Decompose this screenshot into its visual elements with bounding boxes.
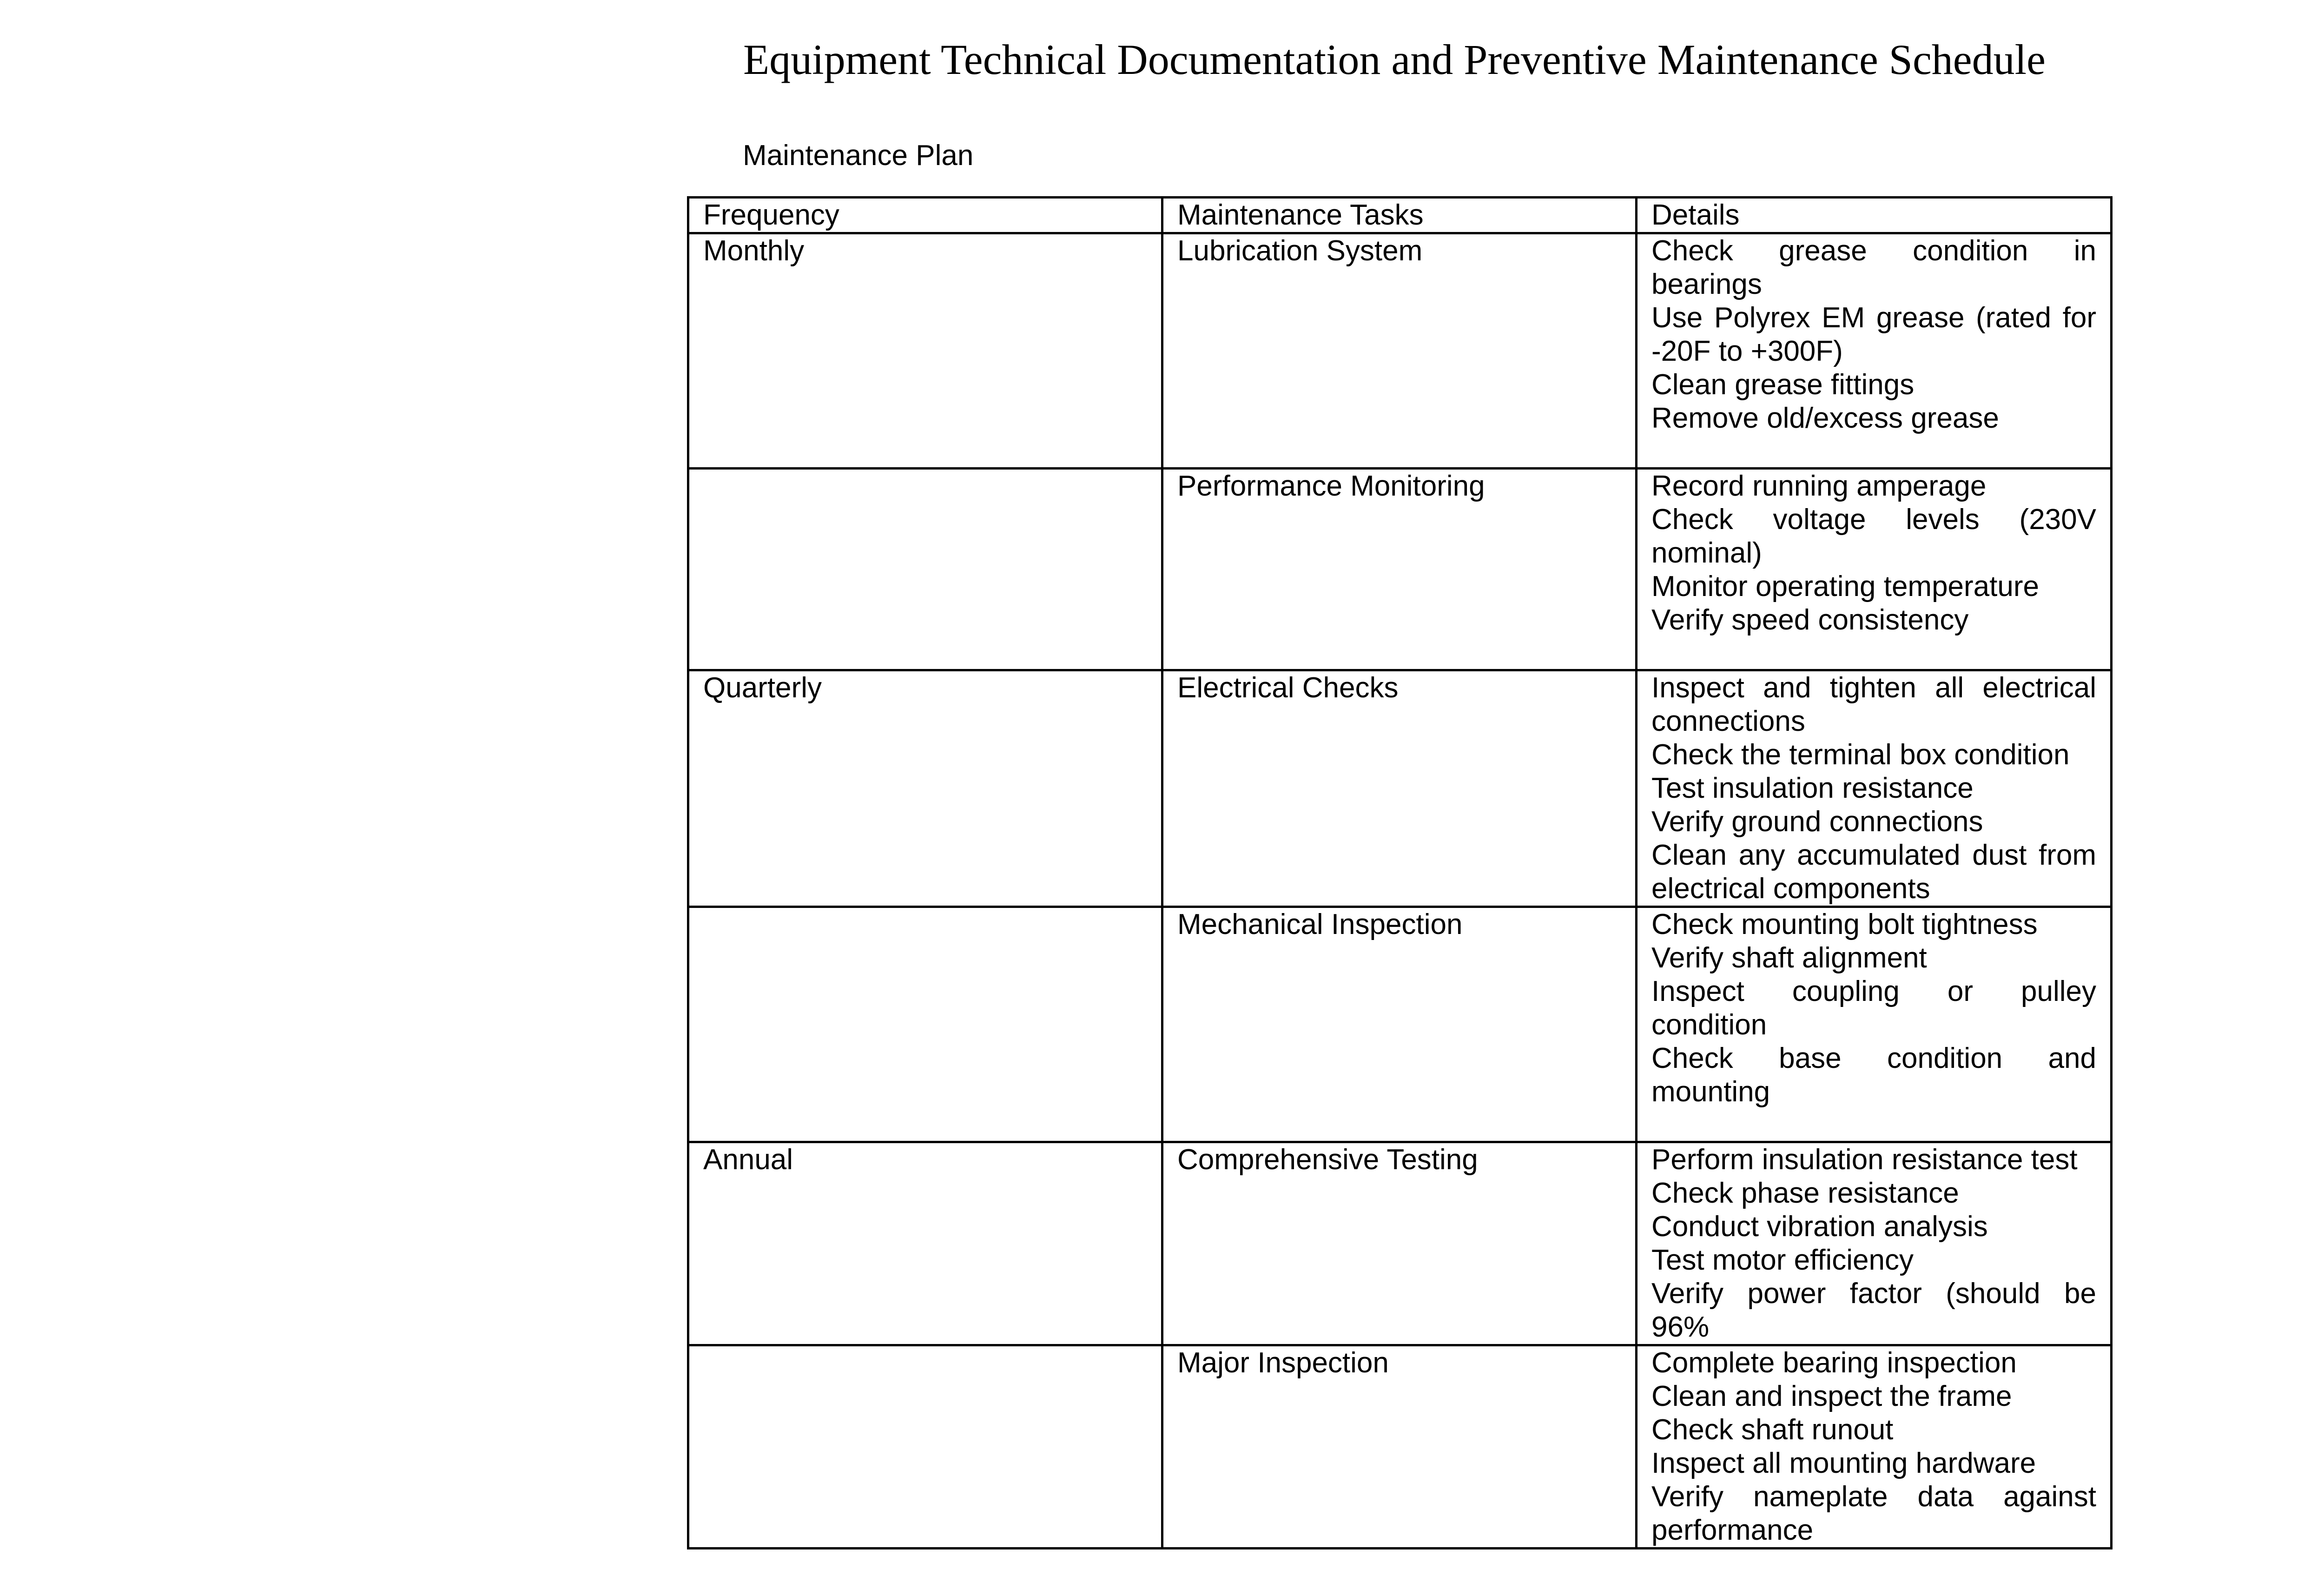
frequency-cell: Quarterly [688, 670, 1162, 907]
header-maintenance-tasks: Maintenance Tasks [1162, 198, 1637, 233]
task-cell: Mechanical Inspection [1162, 907, 1637, 1142]
section-label: Maintenance Plan [743, 139, 974, 172]
task-cell: Performance Monitoring [1162, 469, 1637, 670]
details-line: Verify ground connections [1651, 806, 1983, 838]
details-line: Inspect coupling or pulley condition [1651, 975, 2096, 1041]
details-line: Verify power factor (should be 96% [1651, 1278, 2096, 1343]
details-line: Complete bearing inspection [1651, 1347, 2017, 1379]
details-line: Check shaft runout [1651, 1414, 1894, 1446]
details-line: Check grease condition in bearings [1651, 235, 2096, 300]
details-line: Inspect and tighten all electrical connections [1651, 672, 2096, 737]
header-frequency: Frequency [688, 198, 1162, 233]
document-title: Equipment Technical Documentation and Preventive Maintenance Schedule [743, 36, 2046, 83]
details-line: Conduct vibration analysis [1651, 1211, 1988, 1243]
details-line: Test insulation resistance [1651, 772, 1974, 804]
details-line: Inspect all mounting hardware [1651, 1447, 2036, 1479]
table-row [688, 670, 2112, 907]
details-line: Clean grease fittings [1651, 369, 1915, 401]
frequency-cell [688, 907, 1162, 1142]
details-line: Monitor operating temperature [1651, 570, 2040, 602]
frequency-cell: Annual [688, 1142, 1162, 1345]
details-line: Check phase resistance [1651, 1177, 1959, 1209]
maintenance-plan-table [687, 196, 2113, 1549]
details-cell [1637, 670, 2112, 907]
details-line: Perform insulation resistance test [1651, 1144, 2078, 1176]
task-cell: Comprehensive Testing [1162, 1142, 1637, 1345]
task-cell: Major Inspection [1162, 1345, 1637, 1549]
details-cell [1637, 1345, 2112, 1549]
details-line: Test motor efficiency [1651, 1244, 1914, 1276]
header-details: Details [1637, 198, 2112, 233]
details-cell [1637, 907, 2112, 1142]
details-cell [1637, 1142, 2112, 1345]
frequency-cell: Monthly [688, 233, 1162, 469]
details-cell [1637, 469, 2112, 670]
frequency-cell [688, 1345, 1162, 1549]
details-line: Verify speed consistency [1651, 604, 1969, 636]
details-line: Check the terminal box condition [1651, 739, 2070, 771]
task-cell: Electrical Checks [1162, 670, 1637, 907]
table-row [688, 907, 2112, 1142]
task-cell: Lubrication System [1162, 233, 1637, 469]
details-line: Verify shaft alignment [1651, 942, 1927, 974]
frequency-cell [688, 469, 1162, 670]
table-header-row [688, 198, 2112, 233]
details-cell [1637, 233, 2112, 469]
details-line: Clean any accumulated dust from electrical components [1651, 839, 2096, 905]
details-line: Check voltage levels (230V nominal) [1651, 503, 2096, 569]
details-line: Remove old/excess grease [1651, 402, 1999, 434]
details-line: Clean and inspect the frame [1651, 1380, 2012, 1412]
details-line: Check base condition and mounting [1651, 1042, 2096, 1108]
table-row [688, 469, 2112, 670]
table-row [688, 233, 2112, 469]
details-line: Verify nameplate data against performance [1651, 1481, 2096, 1546]
table-row [688, 1142, 2112, 1345]
details-line: Record running amperage [1651, 470, 1987, 502]
details-line: Check mounting bolt tightness [1651, 908, 2038, 940]
details-line: Use Polyrex EM grease (rated for -20F to +300F) [1651, 302, 2096, 367]
table-row [688, 1345, 2112, 1549]
